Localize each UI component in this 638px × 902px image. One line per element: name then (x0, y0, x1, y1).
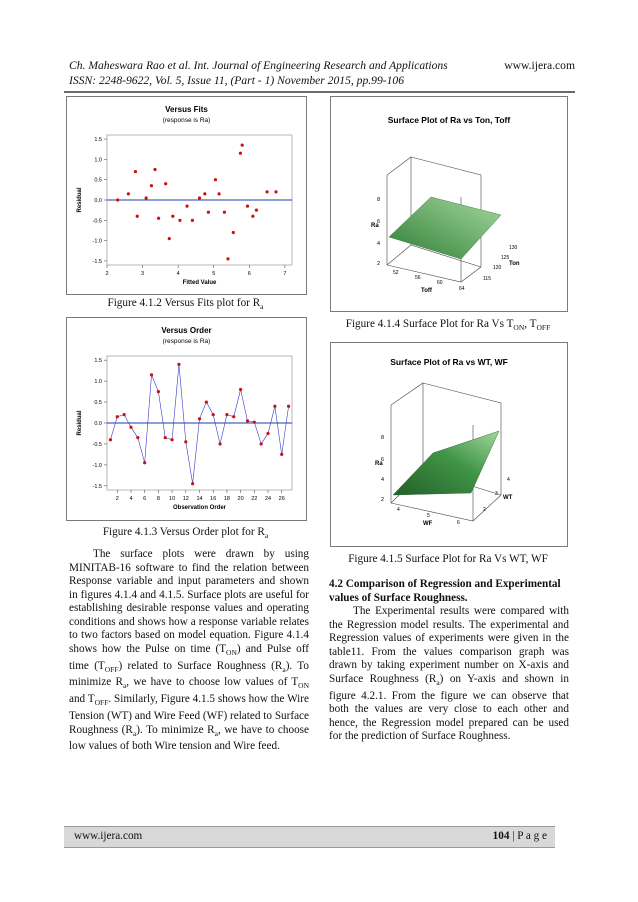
residual-point (225, 413, 228, 416)
residual-point (136, 436, 139, 439)
residual-point (266, 432, 269, 435)
body-sub: a (132, 728, 137, 738)
caption-sub: a (264, 531, 269, 541)
residual-point (127, 192, 130, 195)
residual-point (191, 482, 194, 485)
surface1-ytick: 120 (493, 265, 502, 271)
surface2-xtick: 4 (397, 507, 400, 513)
y-tick-label: 1.0 (94, 157, 102, 164)
header-website[interactable]: www.ijera.com (504, 59, 575, 72)
y-tick-label: -1.5 (92, 258, 102, 265)
y-axis-label: Residual (77, 187, 83, 213)
x-tick-label: 4 (176, 271, 180, 277)
header-issn-line: ISSN: 2248-9622, Vol. 5, Issue 11, (Part - 1) November 2015, pp.99-106 (69, 74, 404, 87)
residual-point (129, 426, 132, 429)
fig-4-1-5-caption (326, 553, 570, 565)
surface2-title: Surface Plot of Ra vs WT, WF (390, 357, 508, 367)
y-tick-label: -0.5 (92, 218, 102, 225)
x-tick-label: 14 (196, 496, 203, 502)
body-text: ) on Y-axis and shown in figure 4.2.1. From the figure we can observe that both the values are very close to each other and hence, the Regression model prepared can be used for the prediction of Surface Roughness. (329, 672, 569, 743)
surface1-xtick: 64 (459, 286, 465, 292)
surface2-ylabel: WT (503, 495, 513, 501)
surface1-ztick: 2 (377, 261, 381, 267)
header-journal-line: Ch. Maheswara Rao et al. Int. Journal of Engineering Research and Applications (69, 59, 448, 72)
surface1-xtick: 56 (415, 275, 421, 281)
body-sub: OFF (94, 698, 109, 708)
right-paragraph (329, 605, 569, 744)
y-tick-label: 0.0 (94, 421, 102, 427)
page-header (69, 58, 575, 88)
residual-point (273, 405, 276, 408)
footer-website[interactable]: www.ijera.com (74, 830, 143, 842)
residual-point (241, 144, 244, 147)
surface1-ztick: 8 (377, 197, 381, 203)
surface2-xlabel: WF (423, 521, 433, 527)
residual-point (217, 192, 220, 195)
residual-point (164, 436, 167, 439)
surface1-ztick: 4 (377, 241, 381, 247)
fig-4-1-4-caption (326, 318, 570, 332)
page-footer (64, 826, 555, 848)
residual-point (246, 204, 249, 207)
x-tick-label: 4 (129, 496, 133, 502)
y-tick-label: 1.5 (94, 137, 102, 144)
chart-title: Versus Fits (165, 105, 208, 114)
residual-point (184, 440, 187, 443)
surface1-ztick: 6 (377, 219, 381, 225)
body-text: ). To minimize R (69, 659, 309, 689)
caption-text: Figure 4.1.2 Versus Fits plot for R (107, 297, 261, 309)
x-tick-label: 2 (105, 271, 109, 277)
residual-point (265, 190, 268, 193)
residual-point (214, 178, 217, 181)
x-tick-label: 10 (169, 496, 176, 502)
surface2-xtick: 6 (457, 520, 460, 526)
residual-point (170, 438, 173, 441)
section-heading: 4.2 Comparison of Regression and Experimental values of Surface Roughness. (329, 578, 561, 604)
surface2-ztick: 8 (381, 435, 385, 441)
caption-sub: OFF (536, 323, 551, 333)
chart-subtitle: (response is Ra) (162, 117, 211, 124)
x-tick-label: 7 (283, 271, 287, 277)
residual-point (123, 413, 126, 416)
residual-point (253, 421, 256, 424)
y-tick-label: 1.5 (94, 358, 102, 365)
body-sub: a (214, 728, 218, 738)
left-paragraph (69, 548, 309, 754)
x-tick-label: 16 (210, 496, 217, 502)
residual-point (191, 219, 194, 222)
surface2-ztick: 6 (381, 457, 385, 463)
page-suffix: | P a g e (509, 830, 547, 842)
chart-title: Versus Order (161, 326, 212, 335)
chart-subtitle: (response is Ra) (162, 338, 211, 345)
residual-point (198, 196, 201, 199)
surface2-ytick: 4 (507, 477, 510, 483)
residual-point (226, 257, 229, 260)
residual-point (255, 209, 258, 212)
x-tick-label: 5 (212, 271, 216, 277)
surface-plot-wt-wf-figure (330, 342, 568, 547)
surface2-ytick: 3 (495, 491, 498, 497)
body-sub: a (122, 681, 127, 691)
residual-point (212, 413, 215, 416)
surface-plot-wt-wf (331, 343, 567, 546)
residual-point (198, 417, 201, 420)
body-text: , we have to choose low values of T (126, 676, 299, 689)
residual-point (232, 415, 235, 418)
versus-order-figure (66, 317, 307, 521)
x-tick-label: 24 (264, 496, 272, 502)
residual-point (232, 231, 235, 234)
x-axis-label: Fitted Value (182, 280, 217, 286)
residual-point (157, 390, 160, 393)
versus-fits-chart (67, 97, 306, 294)
y-tick-label: 0.5 (94, 177, 102, 184)
header-divider (64, 91, 575, 93)
y-tick-label: -1.5 (92, 483, 102, 490)
residual-point (153, 168, 156, 171)
body-text: . Similarly, Figure 4.1.5 shows how the Wire Tension (WT) and Wire Feed (WF) related to Surface Roughness (R (69, 693, 309, 736)
surface2-surface (393, 431, 499, 495)
residual-point (178, 219, 181, 222)
body-sub: ON (226, 648, 237, 658)
x-tick-label: 3 (141, 271, 145, 277)
residual-point (239, 388, 242, 391)
residual-point (157, 217, 160, 220)
residual-point (205, 400, 208, 403)
body-text: ). To minimize R (136, 723, 215, 736)
x-tick-label: 6 (143, 496, 147, 502)
residual-point (116, 415, 119, 418)
residual-point (260, 442, 263, 445)
body-sub: OFF (104, 664, 119, 674)
versus-fits-figure (66, 96, 307, 295)
residual-point (223, 211, 226, 214)
residual-point (134, 170, 137, 173)
surface2-zlabel: Ra (375, 461, 383, 467)
x-tick-label: 6 (247, 271, 251, 277)
residual-point (164, 182, 167, 185)
surface1-ytick: 125 (501, 255, 510, 261)
caption-sub: a (260, 302, 264, 312)
x-tick-label: 12 (182, 496, 189, 502)
surface-plot-ton-toff (331, 97, 567, 311)
residual-point (143, 461, 146, 464)
surface1-ylabel: Ton (509, 261, 520, 267)
residual-point (203, 192, 206, 195)
residual-point (116, 198, 119, 201)
surface2-ztick: 2 (381, 497, 385, 503)
body-sub: ON (298, 681, 310, 691)
x-tick-label: 20 (237, 496, 244, 502)
residual-point (171, 215, 174, 218)
x-tick-label: 22 (251, 496, 258, 502)
y-tick-label: -1.0 (92, 462, 102, 469)
surface1-ytick: 115 (483, 276, 491, 282)
residual-point (150, 184, 153, 187)
body-text: ) and Pulse off time (T (69, 642, 309, 672)
residual-point (218, 442, 221, 445)
y-tick-label: 0.5 (94, 400, 102, 407)
residual-point (185, 204, 188, 207)
body-sub: a (282, 664, 286, 674)
residual-point (136, 215, 139, 218)
y-tick-label: -0.5 (92, 441, 102, 448)
versus-order-chart (67, 318, 306, 520)
surface1-zlabel: Ra (371, 223, 379, 229)
residual-point (239, 152, 242, 155)
residual-point (251, 215, 254, 218)
surface1-ytick: 130 (509, 245, 518, 251)
x-tick-label: 18 (223, 496, 230, 502)
body-text: ) related to Surface Roughness (R (118, 659, 283, 672)
surface1-title: Surface Plot of Ra vs Ton, Toff (387, 115, 511, 125)
body-text: , we have to choose low values of both Wire tension and Wire feed. (69, 723, 309, 753)
surface2-ztick: 4 (381, 477, 385, 483)
residual-point (207, 211, 210, 214)
surface2-xtick: 5 (427, 513, 430, 519)
residual-point (287, 405, 290, 408)
residual-point (145, 196, 148, 199)
surface1-xtick: 52 (393, 270, 399, 276)
residual-point (280, 453, 283, 456)
body-text: and T (69, 693, 95, 706)
residual-point (177, 363, 180, 366)
body-sub: a (436, 677, 440, 687)
x-tick-label: 8 (156, 496, 160, 502)
fig-4-1-3-caption (66, 526, 305, 540)
y-axis-label: Residual (77, 410, 83, 436)
caption-text: Figure 4.1.5 Surface Plot for Ra Vs WT, WF (348, 553, 548, 565)
caption-text: Figure 4.1.4 Surface Plot for Ra Vs T (345, 318, 514, 330)
body-text: The surface plots were drawn by using MINITAB-16 software to find the relation between Response variable and input parameters and shown in figures 4.1.4 and 4.1.5. Surface plots are useful for establishing desirable response values and operating conditions and shows how a response variable relates to two factors based on model equation. Figure 4.1.4 shows how the Pulse on time (T (69, 548, 309, 655)
y-tick-label: 1.0 (94, 379, 102, 386)
residual-point (274, 190, 277, 193)
fig-4-1-2-caption (66, 297, 305, 311)
caption-sub: ON (513, 323, 525, 333)
x-axis-label: Observation Order (172, 505, 227, 511)
y-tick-label: 0.0 (94, 198, 102, 204)
residual-point (109, 438, 112, 441)
surface-plot-ton-toff-figure (330, 96, 568, 312)
body-text: The Experimental results were compared with the Regression model results. The experimental and Regression values of experiments were given in the table11. From the values comparison graph was drawn by taking experiment number on X-axis and Surface Roughness (R (329, 605, 569, 685)
residual-point (150, 373, 153, 376)
x-tick-label: 26 (278, 496, 285, 502)
caption-text: Figure 4.1.3 Versus Order plot for R (102, 526, 265, 538)
page-number: 104 (492, 830, 510, 842)
surface1-xtick: 60 (437, 280, 443, 286)
surface2-ytick: 2 (483, 507, 486, 513)
caption-text: , T (524, 318, 537, 330)
residual-point (168, 237, 171, 240)
x-tick-label: 2 (115, 496, 119, 502)
footer-page-number (493, 830, 547, 842)
y-tick-label: -1.0 (92, 238, 102, 245)
residual-point (246, 419, 249, 422)
surface1-xlabel: Toff (421, 288, 432, 294)
